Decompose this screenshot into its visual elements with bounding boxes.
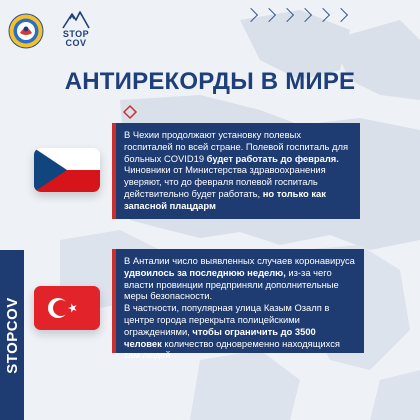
diamond-icon xyxy=(122,104,142,120)
chevron-icon xyxy=(244,8,258,22)
czech-flag xyxy=(34,148,100,192)
turkey-flag-icon xyxy=(34,286,100,330)
stopcov-logo xyxy=(54,8,98,54)
czech-news-text xyxy=(116,123,360,219)
chevron-icon xyxy=(316,8,330,22)
czech-flag-icon xyxy=(34,148,100,192)
mountain-icon xyxy=(61,8,91,30)
body-text: В Анталии число выявленных случаев коронавируса xyxy=(124,255,355,266)
header-logos xyxy=(8,8,98,54)
turkey-news-text xyxy=(116,249,364,361)
highlight-text: но только как запасной плацдарм xyxy=(124,187,326,211)
body-text: В Чехии продолжают установку полевых госпиталей по всей стране. Полевой госпиталь для больных COVID19 xyxy=(124,129,349,164)
body-text: Чиновники от Министерства здравоохранения уверяют, что до февраля полевой госпиталь действительно будет работать, xyxy=(124,164,326,199)
side-label xyxy=(0,250,24,420)
chevron-icon xyxy=(298,8,312,22)
chevron-icon xyxy=(262,8,276,22)
highlight-text: чтобы ограничить до 3500 человек xyxy=(124,325,316,349)
highlight-text: удвоилось за последнюю неделю, xyxy=(124,266,286,278)
page-title: АНТИРЕКОРДЫ В МИРЕ xyxy=(64,68,356,95)
stopcov-logo-text: STOP COV xyxy=(62,29,90,48)
chevron-icon xyxy=(334,8,348,22)
body-text: количество одновременно находящихся там людей xyxy=(124,337,340,361)
chevron-icon xyxy=(280,8,294,22)
side-label-text: STOPCOV xyxy=(3,296,21,374)
body-text: В частности, популярная улица Казым Озалп в центре города перекрыта полицейскими ограждениями, xyxy=(124,302,330,337)
emblem-logo xyxy=(8,13,44,49)
highlight-text: будет работать до февраля. xyxy=(206,152,339,164)
body-text: из-за чего власти провинции предприняли дополнительные меры безопасности. xyxy=(124,266,339,302)
turkey-flag xyxy=(34,286,100,330)
decorative-chevrons xyxy=(246,10,346,20)
